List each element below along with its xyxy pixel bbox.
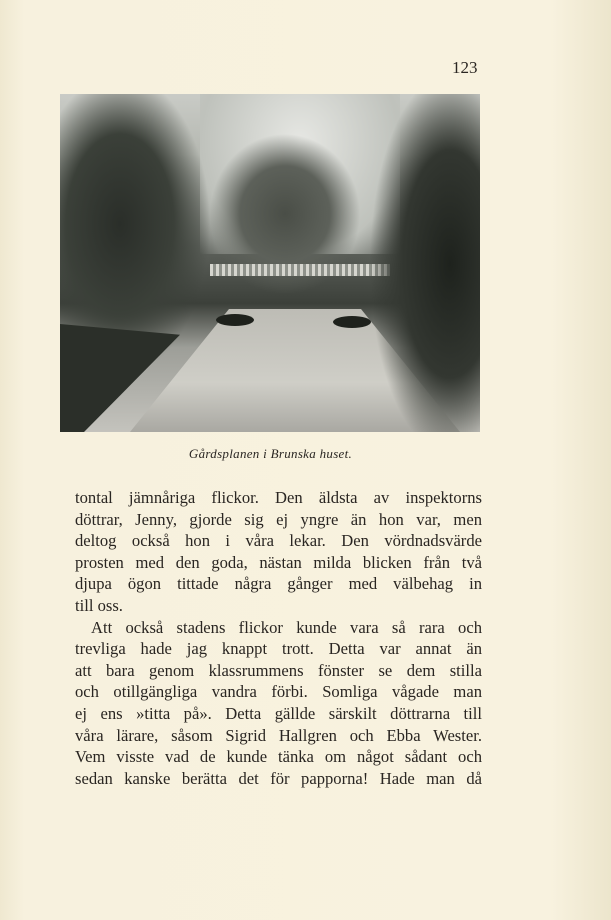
text-line: att bara genom klassrummens fönster se dem stilla xyxy=(75,660,482,680)
text-line: djupa ögon tittade några gånger med välbehag in xyxy=(75,574,482,594)
text-line: prosten med den goda, nästan milda blicken från två xyxy=(75,552,482,572)
body-text xyxy=(75,487,482,789)
text-line: deltog också hon i våra lekar. Den vördnadsvärde xyxy=(75,531,482,551)
text-line: sedan kanske berätta det för papporna! Hade man då xyxy=(75,768,482,788)
paragraph-2 xyxy=(75,617,482,790)
text-line: ej ens »titta på». Detta gällde särskilt döttrarna till xyxy=(75,703,482,723)
text-line: döttrar, Jenny, gjorde sig ej yngre än hon var, men xyxy=(75,509,482,529)
text-line: Att också stadens flickor kunde vara så rara och xyxy=(91,617,482,637)
text-line: trevliga hade jag knappt trott. Detta var annat än xyxy=(75,639,482,659)
text-line: Vem visste vad de kunde tänka om något sådant och xyxy=(75,747,482,767)
text-line: och otillgängliga vandra förbi. Somliga vågade man xyxy=(75,682,482,702)
paragraph-1 xyxy=(75,487,482,617)
figure-caption: Gårdsplanen i Brunska huset. xyxy=(188,446,353,461)
text-line: till oss. xyxy=(75,595,123,615)
text-line: våra lärare, såsom Sigrid Hallgren och Ebba Wester. xyxy=(75,725,482,745)
photo-flowerbed-left xyxy=(216,314,254,326)
photo-tree-right xyxy=(350,94,480,432)
courtyard-photograph xyxy=(60,94,480,432)
page-number: 123 xyxy=(452,58,478,77)
text-line: tontal jämnåriga flickor. Den äldsta av inspektorns xyxy=(75,488,482,507)
